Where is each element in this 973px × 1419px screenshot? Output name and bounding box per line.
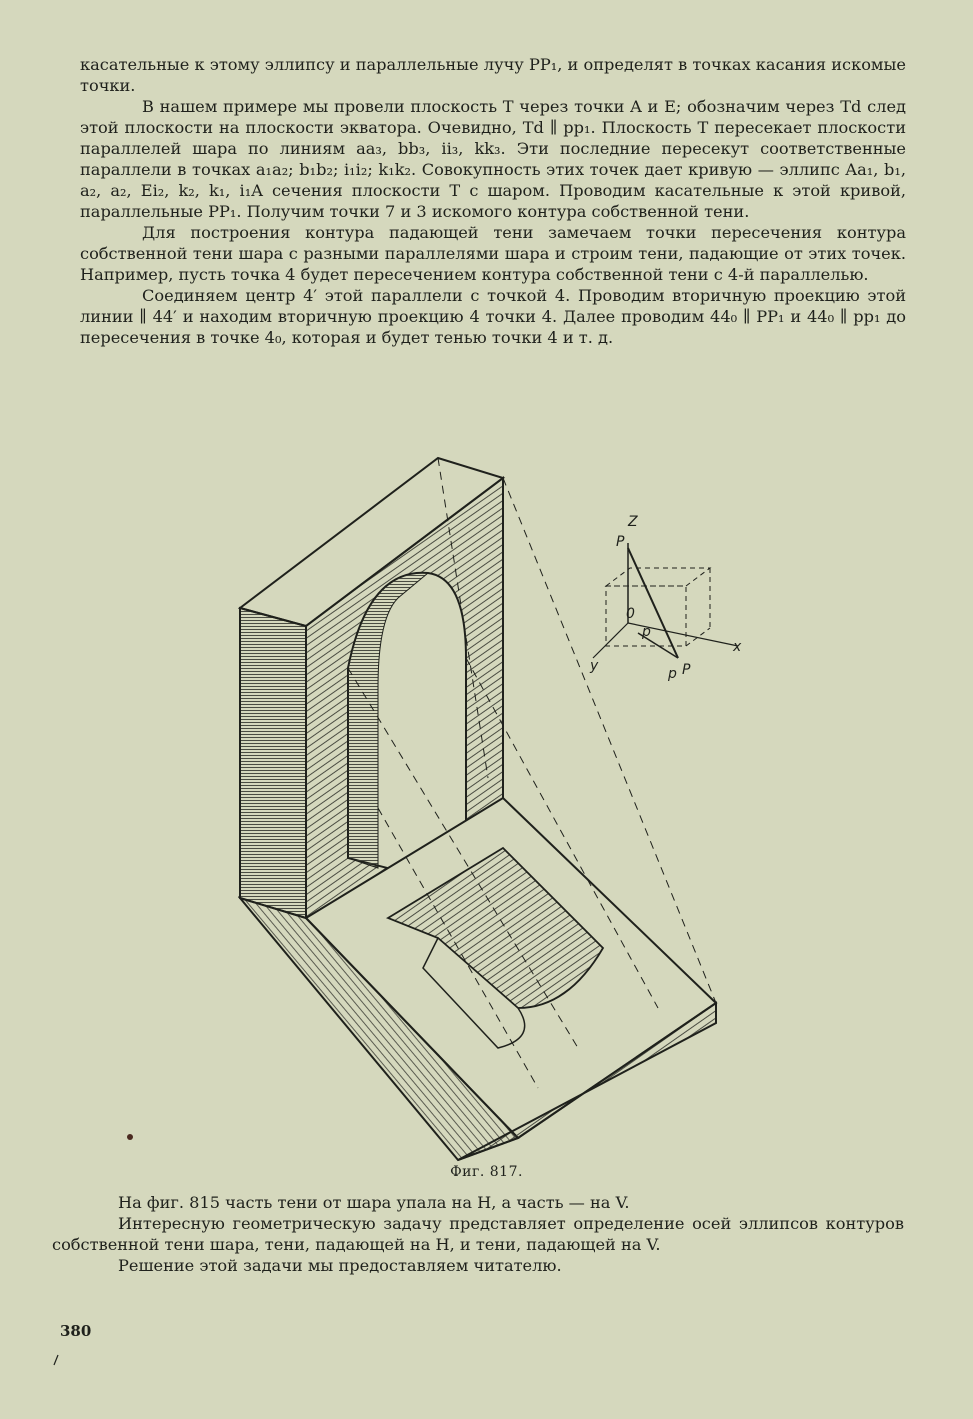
pencil-mark bbox=[54, 1355, 58, 1365]
ink-dot bbox=[127, 1134, 133, 1140]
label-z: Z bbox=[628, 514, 638, 530]
paragraph-7: Решение этой задачи мы предоставляем читателю. bbox=[118, 1256, 562, 1275]
upper-text bbox=[80, 54, 906, 348]
paragraph-2: В нашем примере мы провели плоскость T через точки A и E; обозначим через Td след этой плоскости на плоскости экватора. Очевидно, Td ∥ pp₁. Плоскость T пересекает плоскости параллелей шара по линиям aa₃, bb₃, ii₃, kk₃. Эти последние пересекут соответственные параллели в точках a₁a₂; b₁b₂; i₁i₂; k₁k₂. Совокупность этих точек дает кривую — эллипс Aa₁, b₁, a₂, a₂, Ei₂, k₂, k₁, i₁A сечения плоскости T с шаром. Проводим касательные к этой кривой, параллельные PP₁. Получим точки 7 и 3 искомого контура собственной тени. bbox=[80, 97, 906, 221]
figure-caption: Фиг. 817. bbox=[450, 1164, 523, 1180]
paragraph-3: Для построения контура падающей тени замечаем точки пересечения контура собственной тени шара с разными параллелями шара и строим тени, падающие от этих точек. Например, пусть точка 4 будет пересечением контура собственной тени с 4-й параллелью. bbox=[80, 223, 906, 284]
slab-left-face bbox=[240, 608, 306, 918]
page-number: 380 bbox=[60, 1322, 92, 1340]
label-P-lower: P bbox=[682, 662, 691, 678]
label-p-mid: p bbox=[642, 624, 651, 640]
figure-817 bbox=[238, 448, 778, 1168]
paragraph-4: Соединяем центр 4′ этой параллели с точкой 4. Проводим вторичную проекцию этой линии ∥ 44′ и находим вторичную проекцию 4 точки 4. Далее проводим 44₀ ∥ PP₁ и 44₀ ∥ pp₁ до пересечения в точке 4₀, которая и будет тенью точки 4 и т. д. bbox=[80, 286, 906, 347]
paragraph-5: На фиг. 815 часть тени от шара упала на H, а часть — на V. bbox=[118, 1193, 630, 1212]
paragraph-6: Интересную геометрическую задачу представляет определение осей эллипсов контуров собственной тени шара, тени, падающей на H, и тени, падающей на V. bbox=[52, 1214, 904, 1254]
axis-diagram bbox=[593, 543, 738, 658]
label-p-lower: p bbox=[668, 666, 677, 682]
label-x: x bbox=[733, 639, 742, 655]
label-P-upper: P bbox=[616, 534, 625, 550]
y-axis bbox=[593, 623, 628, 658]
lower-text bbox=[52, 1192, 904, 1276]
label-origin: 0 bbox=[626, 606, 635, 622]
figure-drawing bbox=[238, 448, 778, 1168]
paragraph-1: касательные к этому эллипсу и параллельные лучу PP₁, и определят в точках касания искомые точки. bbox=[80, 55, 906, 95]
label-y: y bbox=[590, 658, 599, 674]
